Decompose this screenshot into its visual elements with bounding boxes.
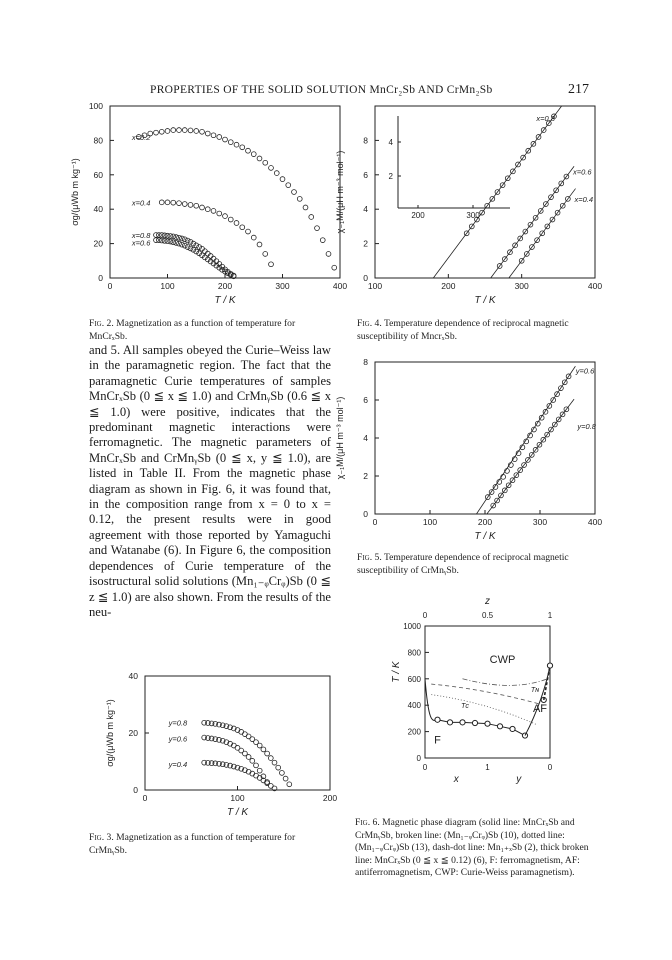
x-axis-label: T / K <box>474 531 496 542</box>
data-point <box>261 747 266 752</box>
figure-6-caption-text: Magnetic phase diagram (solid line: MnCrₓSb and CrMnᵧSb, broken line: (Mn₁₋ᵩCrᵩ)Sb (10), dotted line: (Mn₁₋ᵩCrᵩ)Sb (13), dash-dot line: Mn₁₊ₓSb (2), thick broken line: MnCrₓSb (0 ≦ x ≦ 0.12) (6), F: ferromagnetism, AF: antiferromagnetism, CWP: Curie-Weiss paramagnetism). <box>355 817 589 878</box>
x-tick-label: 100 <box>230 793 245 803</box>
data-point <box>251 235 256 240</box>
top-tick-label: 0 <box>422 611 428 620</box>
y-axis-label: σg/(μWb m kg⁻¹) <box>70 158 80 226</box>
plot-frame <box>110 106 340 278</box>
bottom-tick-label: 0 <box>422 763 428 772</box>
series-label: y=0.4 <box>168 759 188 769</box>
data-point <box>287 782 292 787</box>
figure-6 <box>380 598 580 808</box>
data-point <box>254 763 259 768</box>
data-point <box>268 756 273 761</box>
series-x-0-2 <box>136 128 336 270</box>
neel-point <box>547 663 552 668</box>
figure-4-caption <box>357 318 597 343</box>
x-tick-label: 100 <box>422 517 438 527</box>
data-point <box>194 129 199 134</box>
data-point <box>257 242 262 247</box>
x-tick-label: 400 <box>587 281 603 291</box>
data-point <box>286 183 291 188</box>
data-point <box>200 205 205 210</box>
y-tick-label: 600 <box>407 674 421 684</box>
data-point <box>179 242 184 247</box>
data-point <box>205 131 210 136</box>
y-tick-label: 400 <box>407 701 421 711</box>
x-tick-label: 400 <box>332 281 348 291</box>
figure-5-plot <box>335 356 603 542</box>
figure-4-caption-label: Fig. 4. <box>357 318 382 329</box>
region-af: AF <box>532 702 548 715</box>
figure-5 <box>335 356 603 542</box>
inset-x-tick-label: 200 <box>411 211 425 220</box>
data-point <box>182 202 187 207</box>
series-label: y=0.8 <box>168 718 188 728</box>
data-point <box>257 156 262 161</box>
y-tick-label: 2 <box>363 238 368 249</box>
data-point <box>246 229 251 234</box>
y-tick-label: 60 <box>93 169 103 180</box>
tc-point <box>447 720 452 725</box>
data-point <box>257 768 262 773</box>
x-tick-label: 300 <box>514 281 529 291</box>
bottom-tick-label: 0 <box>547 763 553 772</box>
data-point <box>154 130 159 135</box>
data-point <box>269 166 274 171</box>
y-tick-label: 40 <box>128 671 138 681</box>
y-tick-label: 1000 <box>403 622 421 631</box>
data-point <box>240 145 245 150</box>
x-axis-label: x <box>453 774 459 785</box>
series-label: y=0.8 <box>577 422 596 432</box>
x-tick-label: 300 <box>275 281 290 291</box>
data-point <box>240 225 245 230</box>
data-point <box>246 148 251 153</box>
tc-point <box>485 721 490 726</box>
plot-frame <box>375 106 595 278</box>
tc-point <box>460 720 465 725</box>
page-number: 217 <box>568 82 589 97</box>
figure-2-caption <box>89 318 335 343</box>
data-point <box>263 252 268 257</box>
x-tick-label: 200 <box>477 517 493 527</box>
tc-point <box>435 717 440 722</box>
y-tick-label: 8 <box>363 357 368 367</box>
data-point <box>265 751 270 756</box>
series-label: x=0.6 <box>573 167 592 177</box>
data-point <box>263 160 268 165</box>
series-y-0-6 <box>476 366 575 514</box>
data-point <box>332 265 337 270</box>
y-tick-label: 20 <box>128 728 138 738</box>
data-point <box>159 200 164 205</box>
data-point <box>234 142 239 147</box>
y-axis-label: σg/(μWb m kg⁻¹) <box>105 699 115 767</box>
figure-6-plot <box>380 598 580 808</box>
figure-4 <box>335 100 603 306</box>
y-tick-label: 100 <box>88 101 103 111</box>
data-point <box>280 771 285 776</box>
y-tick-label: 6 <box>363 169 368 180</box>
data-point <box>188 128 193 133</box>
data-point <box>315 226 320 231</box>
body-paragraph: and 5. All samples obeyed the Curie–Weiss law in the paramagnetic region. The fact that the paramagnetic Curie temperatures of samples MnCrₓSb (0 ≦ x ≦ 1.0) and CrMnᵧSb (0.6 ≦ x ≦ 1.0) were positive, indicates that the predominant magnetic interactions were ferromagnetic. The magnetic parameters of MnCrₓSb and CrMnᵧSb (0 ≦ x, y ≦ 1.0), are listed in Table II. From the magnetic phase diagram as shown in Fig. 6, it was found that, in the composition range from x = 0 to x = 0.12, the present results were in good agreement with those reported by Yamaguchi and Watanabe (6). In Figure 6, the composition dependences of Curie temperature of the isostructural solid solutions (Mn₁₋ᵩCrᵩ)Sb (0 ≦ z ≦ 1.0) are also shown. From the results of the neu- <box>89 343 331 619</box>
series-label: x=0.6 <box>131 238 151 248</box>
region-f: F <box>434 734 441 747</box>
data-point <box>188 246 193 251</box>
tc-point <box>472 720 477 725</box>
y-tick-label: 4 <box>363 433 368 443</box>
region-cwp: CWP <box>489 653 516 666</box>
data-point <box>228 217 233 222</box>
series-x-0-4 <box>159 200 273 267</box>
figure-6-caption <box>355 817 600 880</box>
series-label: x=0.8 <box>536 114 555 124</box>
data-point <box>223 137 228 142</box>
figure-5-caption-text: Temperature dependence of reciprocal magnetic susceptibility of CrMnᵧSb. <box>357 552 569 576</box>
bottom-tick-label: 1 <box>485 763 490 772</box>
data-point <box>251 152 256 157</box>
data-point <box>250 758 255 763</box>
y-tick-label: 0 <box>363 509 368 519</box>
data-point <box>234 221 239 226</box>
data-point <box>309 215 314 220</box>
y-tick-label: 0 <box>416 754 421 763</box>
data-point <box>205 207 210 212</box>
top-tick-label: 1 <box>547 611 553 620</box>
x-tick-label: 200 <box>322 793 338 803</box>
inset-y-tick-label: 2 <box>388 172 393 181</box>
tc-annotation: Tᴄ <box>461 702 469 710</box>
data-point <box>188 203 193 208</box>
data-point <box>177 201 182 206</box>
data-point <box>320 238 325 243</box>
series-x-0-8 <box>433 106 561 278</box>
running-title: PROPERTIES OF THE SOLID SOLUTION MnCr₂Sb AND CrMn₂Sb <box>150 84 493 96</box>
data-point <box>283 776 288 781</box>
figure-3-caption-label: Fig. 3. <box>89 832 114 843</box>
data-point <box>228 140 233 145</box>
y-tick-label: 40 <box>93 204 103 215</box>
figure-4-caption-text: Temperature dependence of reciprocal magnetic susceptibility of MncrₓSb. <box>357 318 569 342</box>
x-axis-label: T / K <box>226 807 249 818</box>
data-point <box>257 743 262 748</box>
data-point <box>200 129 205 134</box>
data-point <box>185 245 190 250</box>
data-point <box>211 256 216 261</box>
fit-line <box>509 189 576 278</box>
data-point <box>217 135 222 140</box>
figure-2 <box>60 100 348 306</box>
figure-5-caption-label: Fig. 5. <box>357 552 382 563</box>
x-tick-label: 0 <box>372 517 378 527</box>
data-point <box>297 196 302 201</box>
data-point <box>182 237 187 242</box>
series-label: x=0.4 <box>574 194 594 204</box>
data-point <box>217 211 222 216</box>
figure-2-caption-text: Magnetization as a function of temperature for MnCrₓSb. <box>89 318 296 342</box>
y-axis-label: T / K <box>391 661 402 683</box>
data-point <box>171 128 176 133</box>
data-point <box>303 205 308 210</box>
fit-line <box>487 399 574 514</box>
data-point <box>177 128 182 133</box>
data-point <box>177 241 182 246</box>
figure-3-caption <box>89 832 335 857</box>
data-point <box>211 209 216 214</box>
figure-3-caption-text: Magnetization as a function of temperature for CrMnᵧSb. <box>89 832 296 856</box>
data-point <box>159 129 164 134</box>
data-point <box>223 214 228 219</box>
y-tick-label: 0 <box>363 273 368 283</box>
y-tick-label: 800 <box>407 648 421 658</box>
inset-x-tick-label: 300 <box>466 211 480 220</box>
y-tick-label: 20 <box>93 238 103 249</box>
data-point <box>171 200 176 205</box>
dash-dot-line <box>463 679 548 686</box>
figure-4-plot <box>335 100 603 306</box>
data-point <box>182 243 187 248</box>
x-tick-label: 200 <box>217 281 233 291</box>
series-label: y=0.6 <box>575 366 595 376</box>
tc-point <box>510 726 515 731</box>
data-point <box>165 129 170 134</box>
data-point <box>179 236 184 241</box>
series-y-0-8 <box>487 399 574 514</box>
fit-line <box>476 366 575 514</box>
series-label: y=0.6 <box>168 734 188 744</box>
data-point <box>276 765 281 770</box>
data-point <box>246 755 251 760</box>
figure-6-caption-label: Fig. 6. <box>355 817 380 828</box>
data-point <box>194 203 199 208</box>
y-axis-label: χ₋₁M/(μH m⁻³ mol⁻¹) <box>335 396 345 480</box>
top-axis-title: z <box>485 596 490 607</box>
y-axis-label: χ₋₁M/(μH m⁻³ mol⁻¹) <box>335 150 345 234</box>
y-tick-label: 80 <box>93 135 103 146</box>
plot-frame <box>375 362 595 514</box>
series-y-0-6 <box>202 735 270 784</box>
series-label: x=0.2 <box>131 132 151 142</box>
x-tick-label: 400 <box>587 517 603 527</box>
y-tick-label: 2 <box>363 471 368 481</box>
figure-3 <box>90 670 338 818</box>
y-tick-label: 8 <box>363 135 368 146</box>
data-point <box>185 238 190 243</box>
x-tick-label: 0 <box>107 281 113 291</box>
y-tick-label: 0 <box>133 785 138 795</box>
figure-2-plot <box>60 100 348 306</box>
plot-frame <box>145 676 330 790</box>
tc-point <box>497 724 502 729</box>
data-point <box>272 760 277 765</box>
x-tick-label: 200 <box>441 281 456 291</box>
broken-line <box>431 684 544 705</box>
data-point <box>292 190 297 195</box>
figure-5-caption <box>357 552 597 577</box>
top-tick-label: 0.5 <box>481 611 494 620</box>
data-point <box>274 171 279 176</box>
solid-curve-left <box>425 679 438 721</box>
x-tick-label: 300 <box>532 517 548 527</box>
figure-2-caption-label: Fig. 2. <box>89 318 114 329</box>
data-point <box>326 252 331 257</box>
y-tick-label: 4 <box>363 204 368 215</box>
y-tick-label: 200 <box>407 727 421 737</box>
series-label: x=0.8 <box>131 231 151 240</box>
figure-3-plot <box>90 670 338 818</box>
x-tick-label: 100 <box>367 281 383 291</box>
x-axis-label: T / K <box>474 295 496 306</box>
series-y-0-8 <box>202 720 292 786</box>
y-composition-label: y <box>516 774 522 785</box>
data-point <box>269 262 274 267</box>
data-point <box>182 128 187 133</box>
data-point <box>211 133 216 138</box>
series-label: x=0.4 <box>131 198 151 208</box>
x-axis-label: T / K <box>214 295 236 306</box>
data-point <box>280 177 285 182</box>
y-tick-label: 6 <box>363 395 368 405</box>
x-tick-label: 0 <box>142 793 148 803</box>
tn-annotation: Tɴ <box>530 687 540 694</box>
x-tick-label: 100 <box>160 281 175 291</box>
inset-y-tick-label: 4 <box>388 138 393 147</box>
data-point <box>165 200 170 205</box>
y-tick-label: 0 <box>98 273 103 283</box>
series-x-0-4 <box>509 189 576 278</box>
fit-line <box>433 106 561 278</box>
